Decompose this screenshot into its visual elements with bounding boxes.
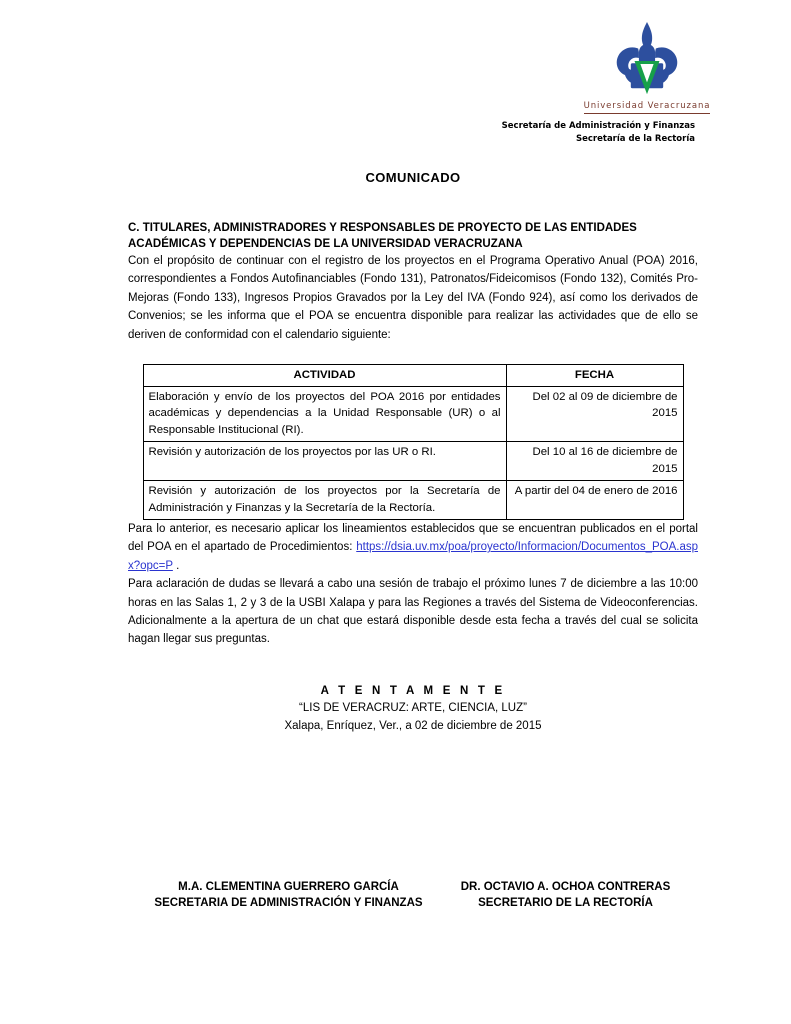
table-cell-activity: Revisión y autorización de los proyectos por las UR o RI. xyxy=(143,442,506,481)
table-cell-date: A partir del 04 de enero de 2016 xyxy=(506,481,683,520)
table-header-activity: ACTIVIDAD xyxy=(143,365,506,387)
table-row xyxy=(143,481,683,520)
dept-line-2: Secretaría de la Rectoría xyxy=(576,134,695,144)
table-cell-date: Del 10 al 16 de diciembre de 2015 xyxy=(506,442,683,481)
addressee-block: C. TITULARES, ADMINISTRADORES Y RESPONSABLES DE PROYECTO DE LAS ENTIDADES ACADÉMICAS Y DEPENDENCIAS DE LA UNIVERSIDAD VERACRUZANA xyxy=(128,222,637,250)
table-cell-activity: Elaboración y envío de los proyectos del POA 2016 por entidades académicas y dependencias a la Unidad Responsable (UR) o al Responsable Institucional (RI). xyxy=(143,386,506,442)
dudas-paragraph: Para aclaración de dudas se llevará a cabo una sesión de trabajo el próximo lunes 7 de diciembre a las 10:00 horas en las Salas 1, 2 y 3 de la USBI Xalapa y para las Regiones a través del Sistema de Videoconferencias. Adicionalmente a la apertura de un chat que estará disponible desde esta fecha a través del cual se solicita hagan llegar sus preguntas. xyxy=(128,578,698,646)
poa-documents-link[interactable]: https://dsia.uv.mx/poa/proyecto/Informacion/Documentos_POA.aspx?opc=P xyxy=(128,541,698,572)
table-cell-date: Del 02 al 09 de diciembre de 2015 xyxy=(506,386,683,442)
table-row xyxy=(143,442,683,481)
lineamientos-text-prefix: Para lo anterior, es necesario aplicar los lineamientos establecidos que se encuentran publicados en el portal del POA en el apartado de Procedimientos: xyxy=(128,523,698,554)
intro-paragraph: Con el propósito de continuar con el registro de los proyectos en el Programa Operativo Anual (POA) 2016, correspondientes a Fondos Autofinanciables (Fondo 131), Patronatos/Fideicomisos (Fondo 132), Comités Pro-Mejoras (Fondo 133), Ingresos Propios Gravados por la Ley del IVA (Fondo 924), así como los derivados de Convenios; se les informa que el POA se encuentra disponible para realizar las actividades que de ello se deriven de conformidad con el calendario siguiente: xyxy=(128,255,698,341)
calendar-table-wrapper xyxy=(128,364,698,520)
calendar-table xyxy=(143,364,684,520)
lineamientos-paragraph xyxy=(128,520,698,575)
logo-caption: Universidad Veracruzana xyxy=(584,101,711,114)
signature-right-position: SECRETARIO DE LA RECTORÍA xyxy=(478,896,653,909)
document-content xyxy=(128,0,698,734)
table-cell-activity: Revisión y autorización de los proyectos por la Secretaría de Administración y Finanzas y la Secretaría de la Rectoría. xyxy=(143,481,506,520)
signature-block xyxy=(128,880,698,911)
signature-left-position: SECRETARIA DE ADMINISTRACIÓN Y FINANZAS xyxy=(154,896,423,909)
table-row xyxy=(143,386,683,442)
table-header-row xyxy=(143,365,683,387)
signature-right-name: DR. OCTAVIO A. OCHOA CONTRERAS xyxy=(460,881,671,893)
lineamientos-text-suffix: . xyxy=(172,559,180,572)
institution-motto: “LIS DE VERACRUZ: ARTE, CIENCIA, LUZ” xyxy=(299,702,527,715)
place-and-date: Xalapa, Enríquez, Ver., a 02 de diciembre de 2015 xyxy=(284,719,542,732)
dept-line-1: Secretaría de Administración y Finanzas xyxy=(501,121,695,131)
table-header-fecha: FECHA xyxy=(506,365,683,387)
page-title: COMUNICADO xyxy=(365,170,461,185)
closing-block xyxy=(128,683,698,735)
signature-left xyxy=(150,880,427,911)
signature-right xyxy=(427,880,704,911)
atentamente-label: A T E N T A M E N T E xyxy=(320,684,506,697)
signature-left-name: M.A. CLEMENTINA GUERRERO GARCÍA xyxy=(178,881,399,893)
